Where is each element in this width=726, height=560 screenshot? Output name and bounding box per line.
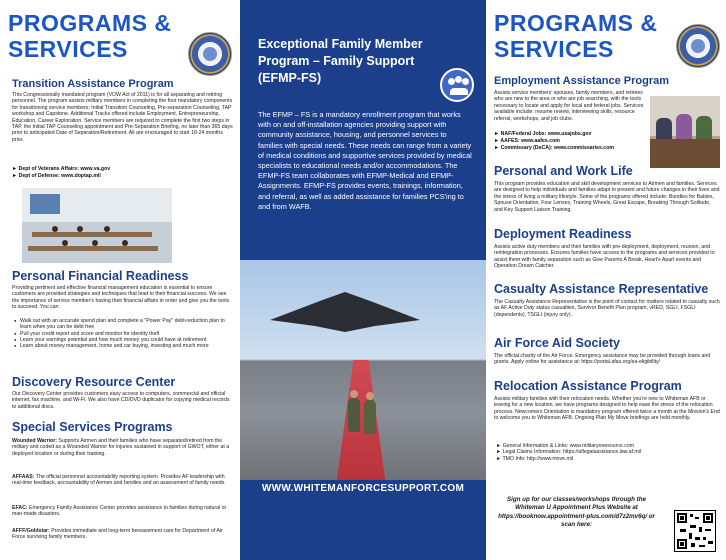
- signup-text: Sign up for our classes/workshops through the Whiteman U Appointment Plus Website at https://booknow.appointment-plus.com/d7z2mv6q/ or scan here:: [498, 496, 655, 529]
- eap-link-aafes[interactable]: ► AAFES: www.aafes.com: [494, 138, 560, 144]
- force-support-seal-icon: [188, 32, 232, 76]
- eap-link-commissary-text: Commissary (DeCA): www.commissaries.com: [500, 145, 614, 151]
- list-item: ● Learn about money management, home and car buying, investing and much more: [14, 343, 234, 349]
- red-carpet: [336, 360, 386, 480]
- tap-link-dod-text: Dept of Defense: www.doptap.mil: [18, 173, 101, 179]
- ww-label: Wounded Warrior:: [12, 438, 57, 444]
- affg-text: Provides immediate and long-term bereavement care for Department of Air Force surviving family members.: [12, 528, 223, 541]
- car-heading: Casualty Assistance Representative: [494, 282, 709, 296]
- affaas-label: AFFAAS:: [12, 474, 35, 480]
- left-title-line1: PROGRAMS &: [8, 10, 172, 36]
- rap-link-legal-text: Legal Claims Information: https://aflegalassistance.law.af.mil: [502, 449, 641, 456]
- qr-code-icon[interactable]: [674, 510, 716, 552]
- left-title: [8, 10, 171, 62]
- ssp-affaas: [12, 474, 234, 487]
- rap-link-tmo-text: TMO Info: http://www.move.mil: [502, 455, 574, 462]
- ww-text: Supports Airmen and their families who have separated/retired from the military and coded as a Wounded Warrior for injuries sustained in support of GWOT, either at a deployed location or during their training.: [12, 438, 230, 457]
- tap-body: This Congressionally mandated program (VOW Act of 2011) is for all separating and retiring personnel. The program assists military members in completing the four mandatory components for transitioning service members; Initial Transition Counseling, Pre-separation Counseling, TAP workshop and Capstone. Additional Tracks offered include Employment, Entrepreneurship, Education, Career Exploration. Service members are required to complete the first two steps in TAP, the Initial TAP Counseling appointment and Pre-Separation Briefing, no later than 365 days prior to anticipated Date of Separation/Retirement. All are encouraged to start 18-24 months prior.: [12, 92, 233, 143]
- efac-label: EFAC:: [12, 505, 28, 511]
- right-panel: [486, 0, 726, 560]
- dc-heading: Discovery Resource Center: [12, 375, 176, 389]
- rap-link-tmo[interactable]: ► TMO Info: http://www.move.mil: [496, 455, 574, 462]
- left-title-line2: SERVICES: [8, 36, 128, 62]
- afas-heading: Air Force Aid Society: [494, 336, 620, 350]
- office-photo: [650, 96, 720, 168]
- eap-heading: Employment Assistance Program: [494, 75, 670, 87]
- rap-link-mos[interactable]: ► General Information & Links: www.militaryonesource.com: [496, 443, 635, 449]
- tap-heading: Transition Assistance Program: [12, 78, 174, 90]
- rap-link-mos-text: General Information & Links: www.militaryonesource.com: [502, 443, 635, 449]
- ssp-efac: [12, 505, 234, 518]
- tap-link-va[interactable]: ► Dept of Veterans Affairs: www.va.gov: [12, 166, 111, 172]
- pwl-heading: Personal and Work Life: [494, 164, 633, 178]
- pfr-body: Providing pertinent and effective financial management education is essential to ensure customers are provided strategies and techniques that lead to their financial success. We see the importance of service member's having their financial affairs in order and give you the tools to succeed. You can:: [12, 285, 230, 311]
- list-item: ● Pull your credit report and score and monitor for identity theft: [14, 331, 234, 337]
- eap-link-aafes-text: AAFES: www.aafes.com: [500, 138, 560, 144]
- efac-text: Emergency Family Assistance Center provides assistance to families during natural or man-made disasters.: [12, 505, 227, 518]
- pfr-heading: Personal Financial Readiness: [12, 269, 189, 283]
- dr-body: Assists active duty members and their families with pre-deployment, deployment, reunion, and reintegration processes. Ensures families have access to the programs and services provided to assist them with family separation such as Give Parents A Break, Heart's Apart events and Operation Dream Catcher.: [494, 244, 715, 270]
- pwl-body: This program provides education and skill development services to Airmen and families. Services are designed to help individuals and families adapt to present and future changes in their lives and the stress of living a military lifestyle. Some of the programs offered include: Bundles for Babies, Spouse Orientation, Four Lenses, Training Wheels, Great Escape, Breaking Through Solitude, and Key Support Liaison Training.: [494, 181, 720, 213]
- force-support-seal-icon: [676, 24, 720, 68]
- afas-body: The official charity of the Air Force. Emergency assistance may be provided through loans and grants. Apply online for assistance at: https://portal.afas.org/ea-eligibility/: [494, 353, 711, 366]
- left-panel: [0, 0, 240, 560]
- ssp-affg: [12, 528, 234, 541]
- rap-heading: Relocation Assistance Program: [494, 379, 682, 393]
- affg-label: AFFF/Goldstar:: [12, 528, 50, 534]
- eap-link-usajobs[interactable]: ► NAF/Federal Jobs: www.usajobs.gov: [494, 131, 592, 137]
- efmp-body: The EFMP – FS is a mandatory enrollment program that works with on and off-installation agencies providing support with community assistance, housing, and personnel services to families with special needs. These needs can range from a variety of medical conditions and supportive services provided by medical specialists to educational needs and/or accommodations. The EFMP-FS team collaborates with EFMP-Medical and EFMP-Assignments. EFMP-FS provides events, trainings, information, and referral, as well as added assistance for families PCS'ing to and from WAFB.: [258, 110, 472, 211]
- ssp-wounded-warrior: [12, 438, 234, 457]
- middle-panel: [240, 0, 486, 560]
- list-item: ● Learn your earnings potential and how much money you could have at retirement: [14, 337, 234, 343]
- website-link[interactable]: WWW.WHITEMANFORCESUPPORT.COM: [261, 483, 465, 494]
- ssp-heading: Special Services Programs: [12, 420, 173, 434]
- list-item: ● Walk out with an accurate spend plan and complete a "Power Pay" debt-reduction plan to learn when you can be debt free: [14, 318, 234, 331]
- dr-heading: Deployment Readiness: [494, 227, 632, 241]
- pfr-list: [14, 318, 234, 349]
- airman-figure: [364, 400, 376, 434]
- right-title: [494, 10, 657, 62]
- airman-figure: [348, 398, 360, 432]
- dc-body: Our Discovery Center provides customers easy access to computers, commercial and official internet, fax machine, and Wi-Fi. We also have CD/DVD duplicator for copying medical records to additional discs.: [12, 391, 230, 410]
- family-icon: [440, 68, 474, 102]
- rap-link-legal[interactable]: ► Legal Claims Information: https://aflegalassistance.law.af.mil: [496, 449, 641, 456]
- eap-link-usajobs-text: NAF/Federal Jobs: www.usajobs.gov: [500, 131, 592, 137]
- classroom-photo: [22, 188, 172, 263]
- right-title-line2: SERVICES: [494, 36, 614, 62]
- rap-links: [496, 443, 720, 462]
- bomber-photo: [240, 260, 486, 480]
- bomber-aircraft: [270, 292, 420, 332]
- affaas-text: The official personnel accountability reporting system. Provides AF leadership with real-time feedback, accountability of Airmen and families and an assessment of family needs.: [12, 474, 226, 487]
- right-title-line1: PROGRAMS &: [494, 10, 658, 36]
- eap-link-commissary[interactable]: ► Commissary (DeCA): www.commissaries.com: [494, 145, 614, 151]
- rap-body: Assists military families with their relocation needs. Whether you're new to Whiteman AFB or leaving for a new location, we have programs designed to help ease the stress of the relocation process. Newcomers Orientation is mandatory program offered twice a month at the Mission's End to welcome you to Whiteman AFB. Ongoing Plan My Move briefings are held monthly.: [494, 396, 720, 422]
- eap-body: Assists service members' spouses, family members, and retirees who are new to the area or who are job searching, with the tools necessary to locate and apply for local and federal jobs. Services available include: resume review, interviewing skills, resource referral, workshops, and job clubs.: [494, 90, 644, 122]
- efmp-title: Exceptional Family Member Program – Family Support (EFMP-FS): [258, 37, 423, 85]
- car-body: The Casualty Assistance Representative is the point of contact for matters related to casualty such as AF Active Duty status casualties, Survivor Benefit Plan program, vRED, SGLI, FSGLI (dependents), TSGLI (injury only).: [494, 299, 720, 318]
- tap-link-dod[interactable]: ► Dept of Defense: www.doptap.mil: [12, 173, 101, 179]
- tap-link-va-text: Dept of Veterans Affairs: www.va.gov: [18, 166, 111, 172]
